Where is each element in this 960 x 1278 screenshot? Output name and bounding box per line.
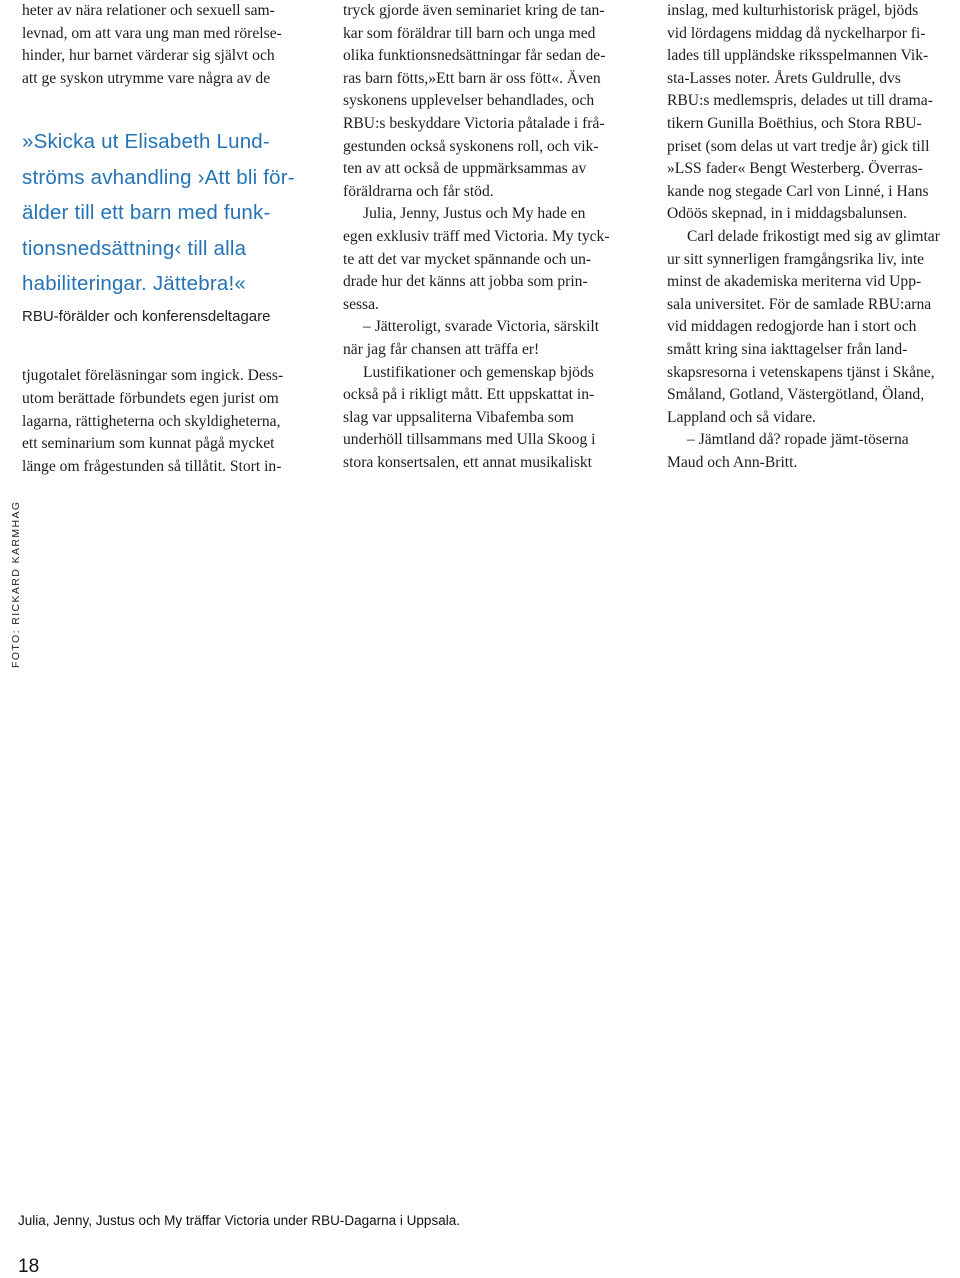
pull-quote-line: älder till ett barn med funk-	[22, 201, 271, 225]
pull-quote-line: ströms avhandling ›Att bli för-	[22, 165, 295, 189]
text-line: sta-Lasses noter. Årets Guldrulle, dvs	[667, 69, 901, 87]
text-line: RBU:s beskyddare Victoria påtalade i frå-	[343, 114, 605, 132]
text-line: drade hur det känns att jobba som prin-	[343, 273, 588, 291]
article-paragraph	[667, 226, 957, 429]
text-line: underhöll tillsammans med Ulla Skoog i	[343, 431, 596, 449]
text-line: utom berättade förbundets egen jurist om	[22, 390, 279, 408]
article-paragraph	[22, 0, 312, 90]
text-line: kar som föräldrar till barn och unga med	[343, 24, 596, 42]
text-line: tjugotalet föreläsningar som ingick. Dess-	[22, 367, 284, 385]
text-line: – Jämtland då? ropade jämt-töserna	[687, 431, 909, 449]
text-line: tryck gjorde även seminariet kring de tan-	[343, 2, 605, 19]
article-paragraph	[343, 362, 633, 475]
pull-quote-line: »Skicka ut Elisabeth Lund-	[22, 130, 270, 154]
text-line: RBU:s medlemspris, delades ut till drama-	[667, 92, 933, 110]
text-line: heter av nära relationer och sexuell sam-	[22, 2, 275, 19]
text-line: vid lördagens middag då nyckelharpor fi-	[667, 24, 926, 42]
text-line: egen exklusiv träff med Victoria. My tyck-	[343, 227, 610, 245]
text-line: Julia, Jenny, Justus och My hade en	[363, 205, 586, 223]
text-line: smått kring sina iakttagelser från land-	[667, 340, 908, 358]
text-line: te att det var mycket spännande och un-	[343, 250, 592, 268]
text-line: hinder, hur barnet värderar sig självt och	[22, 47, 275, 65]
text-line: föräldrarna och får stöd.	[343, 182, 494, 200]
text-line: olika funktionsnedsättningar får sedan de-	[343, 47, 606, 65]
article-paragraph	[22, 365, 312, 478]
text-line: sala universitet. För de samlade RBU:arna	[667, 295, 932, 313]
pull-quote	[22, 124, 312, 302]
text-line: »LSS fader« Bengt Westerberg. Överras-	[667, 160, 923, 178]
text-line: skapsresorna i vetenskapens tjänst i Skåne,	[667, 363, 935, 381]
text-line: Carl delade frikostigt med sig av glimtar	[687, 227, 940, 245]
photo-credit: FOTO: RICKARD KARMHAG	[10, 500, 22, 668]
text-line: ten av att också de uppmärksammas av	[343, 160, 587, 178]
text-line: minst de akademiska meriterna vid Upp-	[667, 273, 922, 291]
article-column-2	[343, 0, 633, 474]
text-line: syskonens upplevelser behandlades, och	[343, 92, 595, 110]
text-line: – Jätteroligt, svarade Victoria, särskilt	[363, 318, 600, 336]
photo-area	[22, 492, 960, 1188]
text-line: lagarna, rättigheterna och skyldigheterna,	[22, 412, 281, 430]
text-line: att ge syskon utrymme vare några av de	[22, 69, 271, 87]
text-line: gestunden också syskonens roll, och vik-	[343, 137, 599, 155]
article-paragraph	[667, 429, 957, 474]
pull-quote-line: habiliteringar. Jättebra!«	[22, 272, 247, 296]
article-paragraph	[667, 0, 957, 226]
text-line: ras barn fötts,»Ett barn är oss fött«. Även	[343, 69, 601, 87]
text-line: Lappland och så vidare.	[667, 408, 816, 426]
text-line: också på i rikligt mått. Ett uppskattat in-	[343, 386, 595, 404]
article-paragraph	[343, 0, 633, 203]
text-line: ett seminarium som kunnat pågå mycket	[22, 435, 275, 453]
text-line: Småland, Gotland, Västergötland, Öland,	[667, 386, 925, 404]
text-line: länge om frågestunden så tillåtit. Stort in-	[22, 457, 282, 475]
pull-quote-line: tionsnedsättning‹ till alla	[22, 236, 247, 260]
text-line: kande nog stegade Carl von Linné, i Hans	[667, 182, 929, 200]
text-line: Odöös skepnad, in i middagsbalunsen.	[667, 205, 907, 223]
text-line: lades till uppländske riksspelmannen Vik-	[667, 47, 929, 65]
photo-caption: Julia, Jenny, Justus och My träffar Victoria under RBU-Dagarna i Uppsala.	[18, 1213, 460, 1228]
text-line: sessa.	[343, 295, 379, 313]
text-line: priset (som delas ut vart tredje år) gick till	[667, 137, 930, 155]
pull-quote-attribution: RBU-förälder och konferensdeltagare	[22, 307, 271, 325]
text-line: när jag får chansen att träffa er!	[343, 340, 540, 358]
text-line: vid middagen redogjorde han i stort och	[667, 318, 917, 336]
text-line: levnad, om att vara ung man med rörelse-	[22, 24, 282, 42]
text-line: tikern Gunilla Boëthius, och Stora RBU-	[667, 114, 922, 132]
page-number: 18	[18, 1256, 40, 1277]
article-column-3	[667, 0, 957, 474]
text-line: Maud och Ann-Britt.	[667, 453, 798, 471]
text-line: slag var uppsaliterna Vibafemba som	[343, 408, 574, 426]
text-line: ur sitt synnerligen framgångsrika liv, inte	[667, 250, 925, 268]
article-column-1	[22, 0, 312, 478]
text-line: stora konsertsalen, ett annat musikaliskt	[343, 453, 593, 471]
text-line: inslag, med kulturhistorisk prägel, bjöds	[667, 2, 919, 19]
article-paragraph	[343, 203, 633, 316]
text-line: Lustifikationer och gemenskap bjöds	[363, 363, 594, 381]
article-paragraph	[343, 316, 633, 361]
